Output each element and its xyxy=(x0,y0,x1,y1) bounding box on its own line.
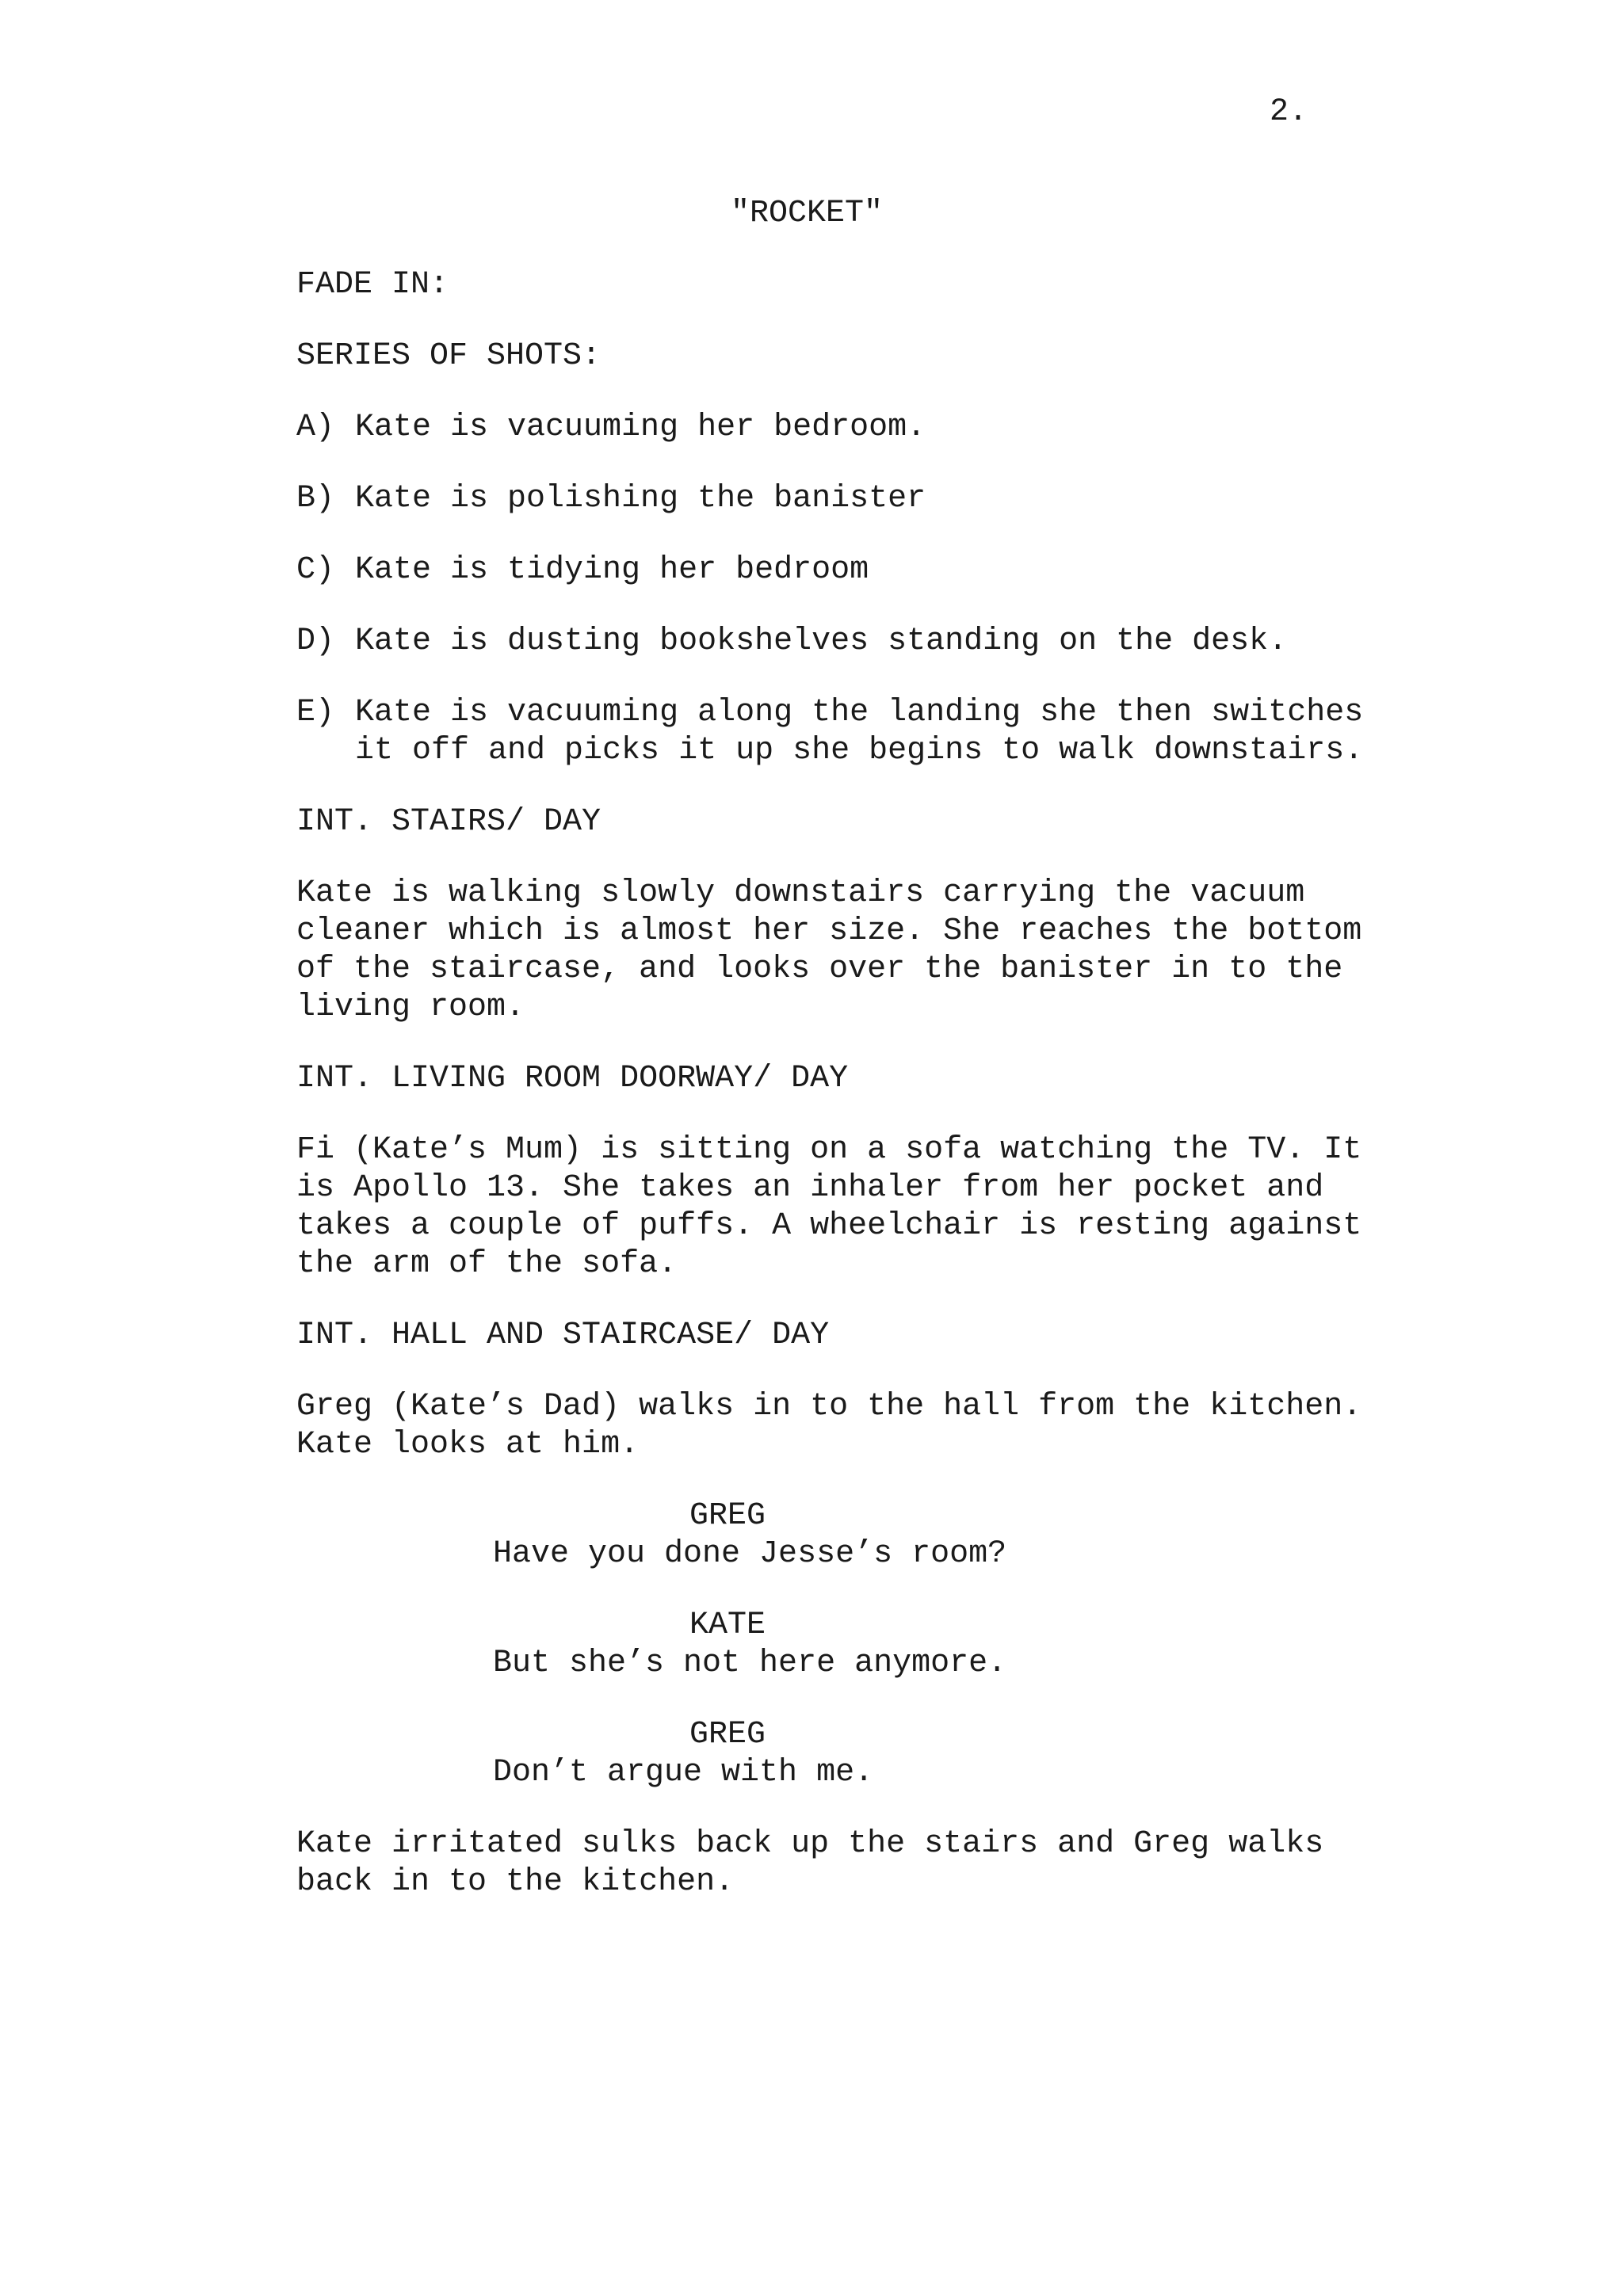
shot-text: Kate is vacuuming her bedroom. xyxy=(355,410,926,445)
script-title: "ROCKET" xyxy=(731,196,884,231)
shot-letter: E) xyxy=(296,695,335,730)
shot-text: Kate is dusting bookshelves standing on the desk. xyxy=(355,624,1288,659)
dialogue-line: Have you done Jesse’s room? xyxy=(493,1536,1007,1572)
dialogue-line: Don’t argue with me. xyxy=(493,1755,874,1791)
character-name: GREG xyxy=(689,1717,766,1753)
scene-heading: INT. HALL AND STAIRCASE/ DAY xyxy=(296,1318,830,1353)
dialogue-line: But she’s not here anymore. xyxy=(493,1646,1007,1681)
character-name: GREG xyxy=(689,1498,766,1534)
shot-text: Kate is polishing the banister xyxy=(355,481,926,517)
transition-fade-in: FADE IN: xyxy=(296,267,449,303)
shot-text: Kate is vacuuming along the landing she then switches it off and picks it up she begins to walk downstairs. xyxy=(355,695,1364,769)
shot-text: Kate is tidying her bedroom xyxy=(355,552,869,588)
scene-action: Greg (Kate’s Dad) walks in to the hall from the kitchen. Kate looks at him. xyxy=(296,1389,1362,1463)
character-name: KATE xyxy=(689,1608,766,1643)
shot-letter: D) xyxy=(296,624,335,659)
scene-heading: INT. LIVING ROOM DOORWAY/ DAY xyxy=(296,1061,849,1097)
scene-action: Kate is walking slowly downstairs carrying the vacuum cleaner which is almost her size. She reaches the bottom of the staircase, and looks over the banister in to the living room. xyxy=(296,875,1362,1025)
series-of-shots-heading: SERIES OF SHOTS: xyxy=(296,338,601,374)
shot-letter: B) xyxy=(296,481,335,517)
closing-action: Kate irritated sulks back up the stairs and Greg walks back in to the kitchen. xyxy=(296,1826,1324,1900)
scene-heading: INT. STAIRS/ DAY xyxy=(296,804,601,840)
page-number: 2. xyxy=(1270,94,1308,130)
shot-letter: C) xyxy=(296,552,335,588)
scene-action: Fi (Kate’s Mum) is sitting on a sofa watching the TV. It is Apollo 13. She takes an inhaler from her pocket and takes a couple of puffs. A wheelchair is resting against the arm of the sofa. xyxy=(296,1132,1362,1282)
shot-letter: A) xyxy=(296,410,335,445)
